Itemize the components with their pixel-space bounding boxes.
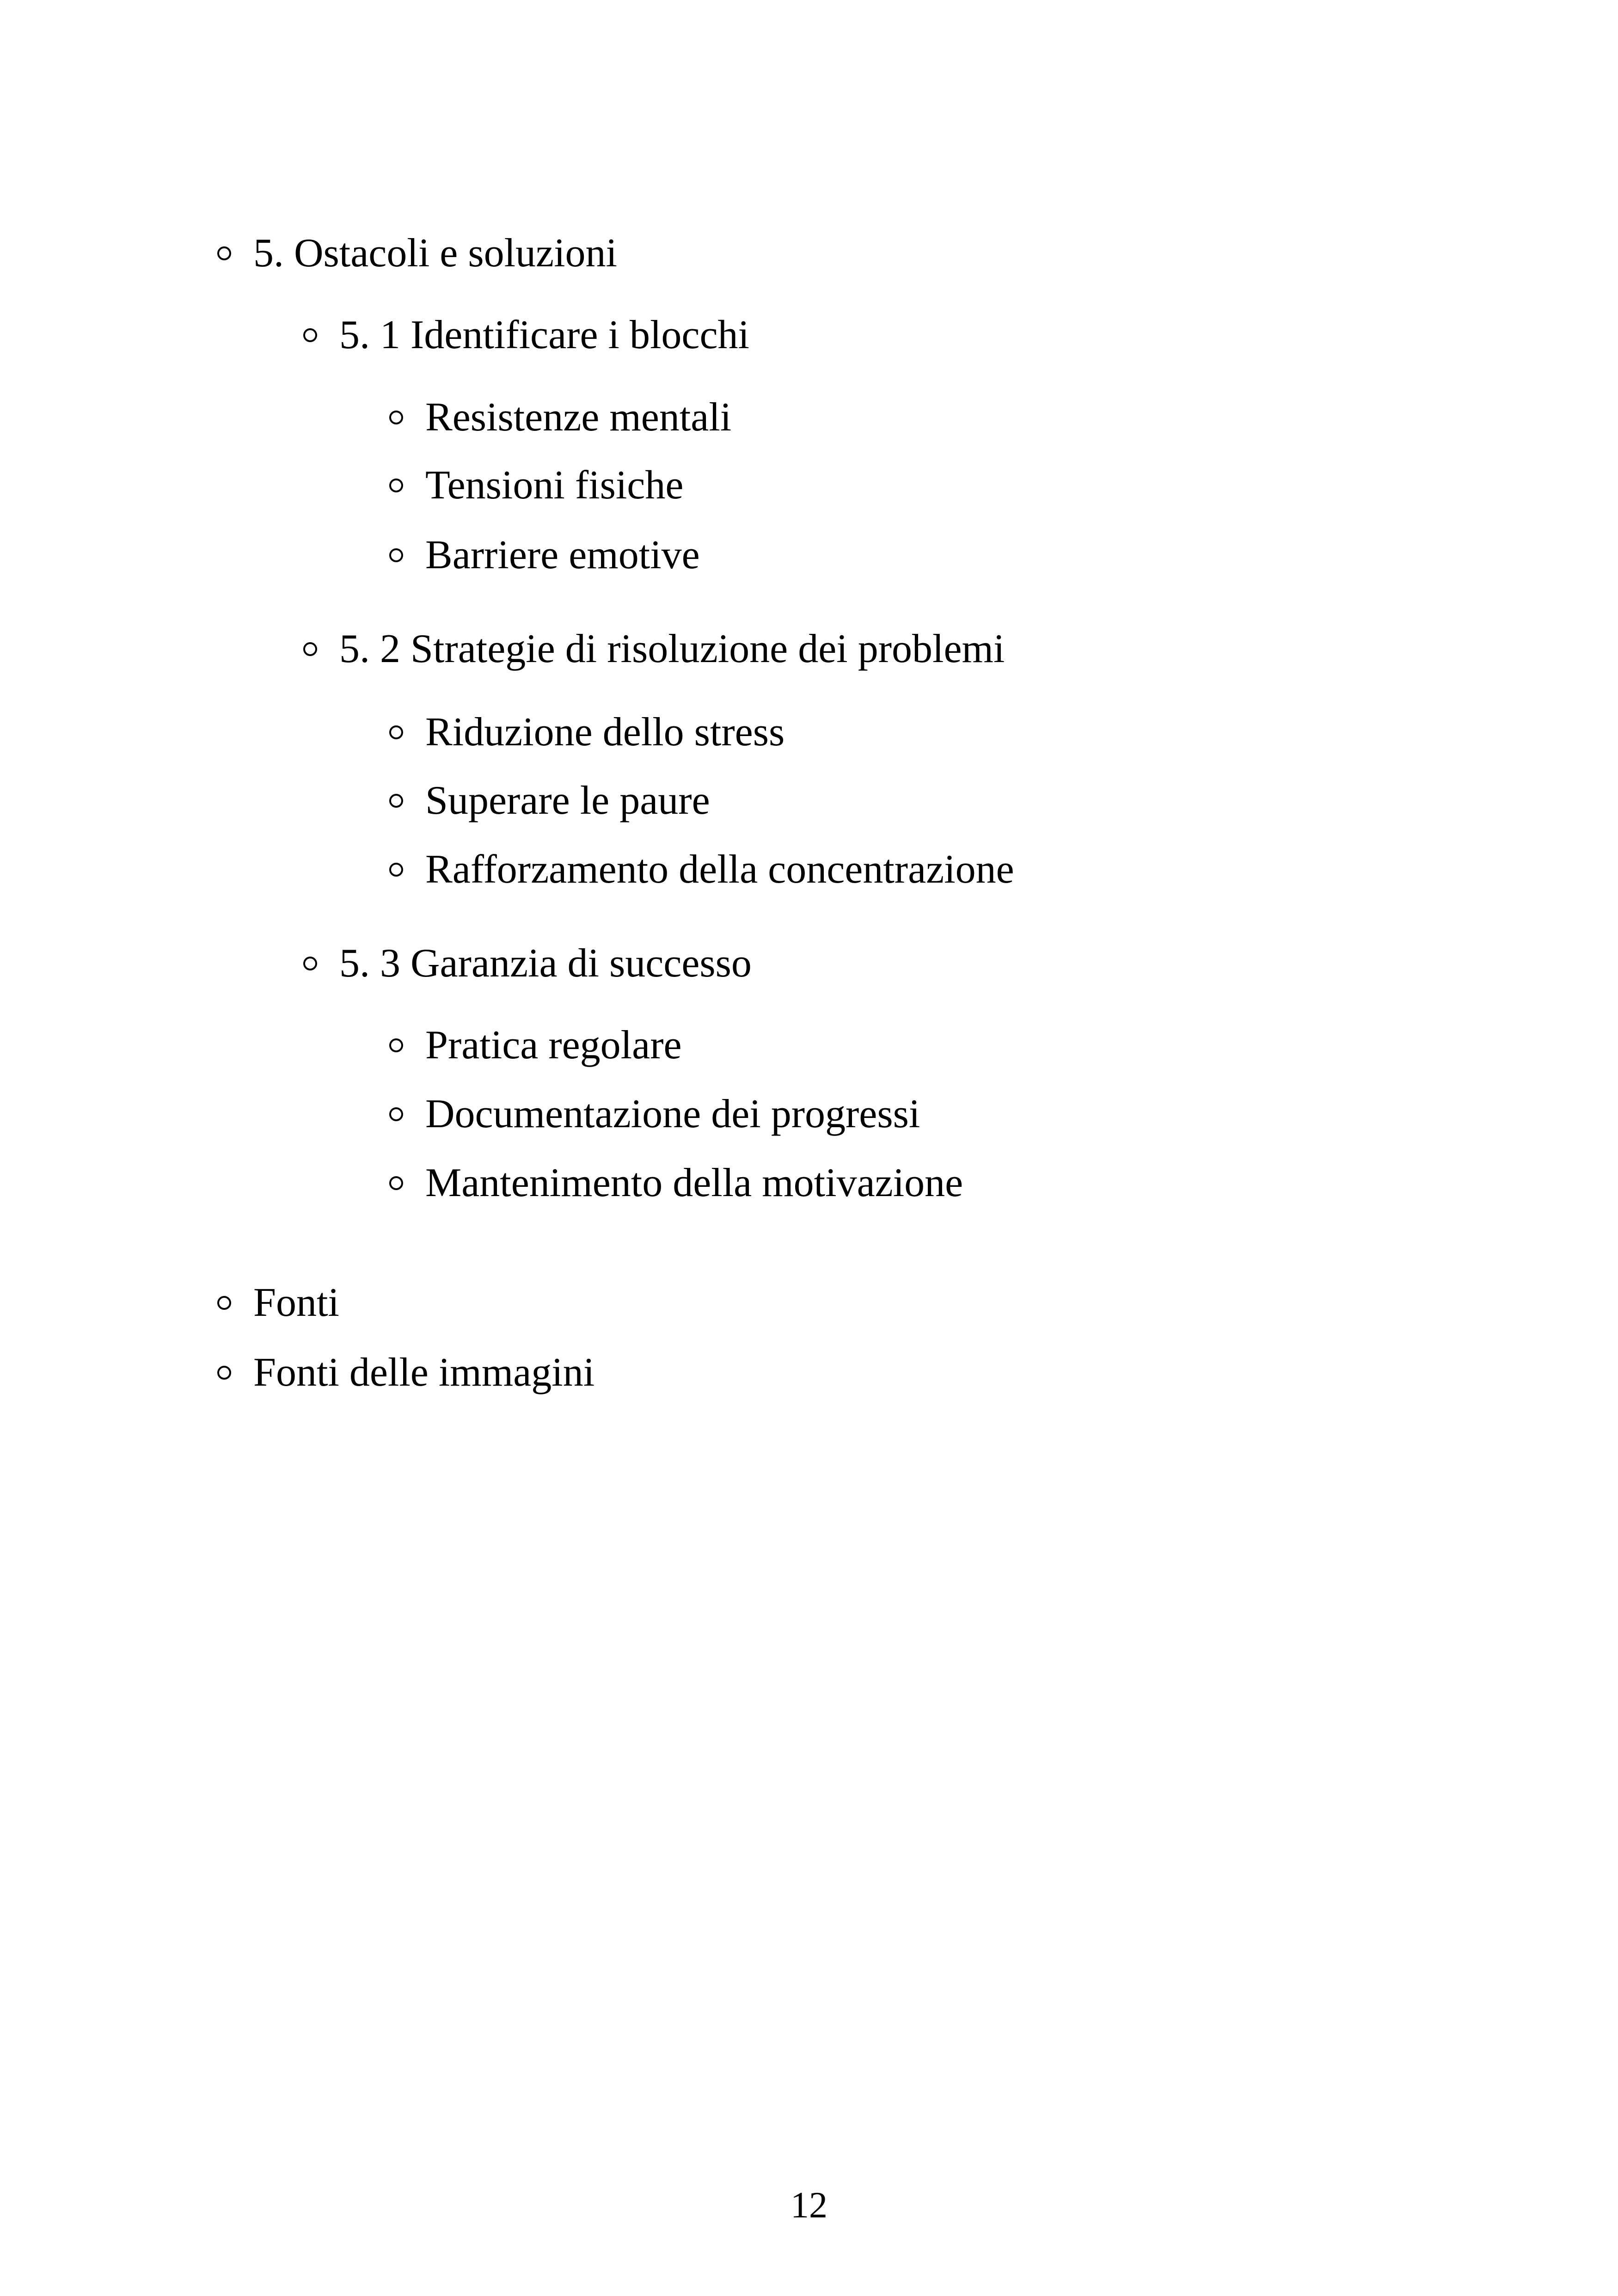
outline-item-label: Mantenimento della motivazione <box>425 1160 963 1205</box>
outline-item-section-5-1 <box>303 310 749 361</box>
outline-item-label: 5. 1 Identificare i blocchi <box>339 313 749 357</box>
outline-item <box>389 392 731 443</box>
circle-bullet-icon <box>389 863 403 877</box>
circle-bullet-icon <box>389 725 403 739</box>
outline-item-section-5-2 <box>303 624 1005 675</box>
outline-item-label: Riduzione dello stress <box>425 710 785 755</box>
outline-item-label: Barriere emotive <box>425 533 700 577</box>
outline-item <box>389 707 784 758</box>
outline-item-label: Rafforzamento della concentrazione <box>425 847 1014 892</box>
outline-item <box>389 1158 963 1209</box>
outline-item <box>389 530 700 581</box>
outline-item-label: Pratica regolare <box>425 1023 682 1068</box>
circle-bullet-icon <box>217 246 231 260</box>
outline-item-section-5 <box>217 228 617 279</box>
outline-item-label: 5. Ostacoli e soluzioni <box>253 231 617 276</box>
outline-item <box>389 460 683 511</box>
outline-item-label: Superare le paure <box>425 778 710 823</box>
page-number: 12 <box>791 2185 827 2226</box>
circle-bullet-icon <box>389 548 403 562</box>
outline-item <box>389 844 1014 895</box>
circle-bullet-icon <box>303 642 317 656</box>
outline-item-label: Fonti <box>253 1280 339 1325</box>
outline-item-image-sources <box>217 1347 594 1398</box>
circle-bullet-icon <box>389 1107 403 1121</box>
circle-bullet-icon <box>389 411 403 424</box>
outline-item-label: 5. 3 Garanzia di successo <box>339 941 752 986</box>
circle-bullet-icon <box>389 794 403 808</box>
outline-item-label: Documentazione dei progressi <box>425 1092 920 1136</box>
outline-item-label: Fonti delle immagini <box>253 1350 595 1395</box>
outline-item <box>389 1020 682 1071</box>
circle-bullet-icon <box>389 1176 403 1190</box>
circle-bullet-icon <box>217 1366 231 1380</box>
outline-item-label: Resistenze mentali <box>425 395 732 440</box>
outline-item-label: 5. 2 Strategie di risoluzione dei problemi <box>339 626 1005 671</box>
circle-bullet-icon <box>303 957 317 970</box>
circle-bullet-icon <box>389 1038 403 1052</box>
circle-bullet-icon <box>303 328 317 342</box>
outline-item <box>389 775 710 826</box>
outline-item <box>389 1089 920 1140</box>
outline-item-sources <box>217 1277 339 1328</box>
outline-item-label: Tensioni fisiche <box>425 463 684 508</box>
circle-bullet-icon <box>389 479 403 492</box>
outline-item-section-5-3 <box>303 938 752 989</box>
circle-bullet-icon <box>217 1296 231 1310</box>
